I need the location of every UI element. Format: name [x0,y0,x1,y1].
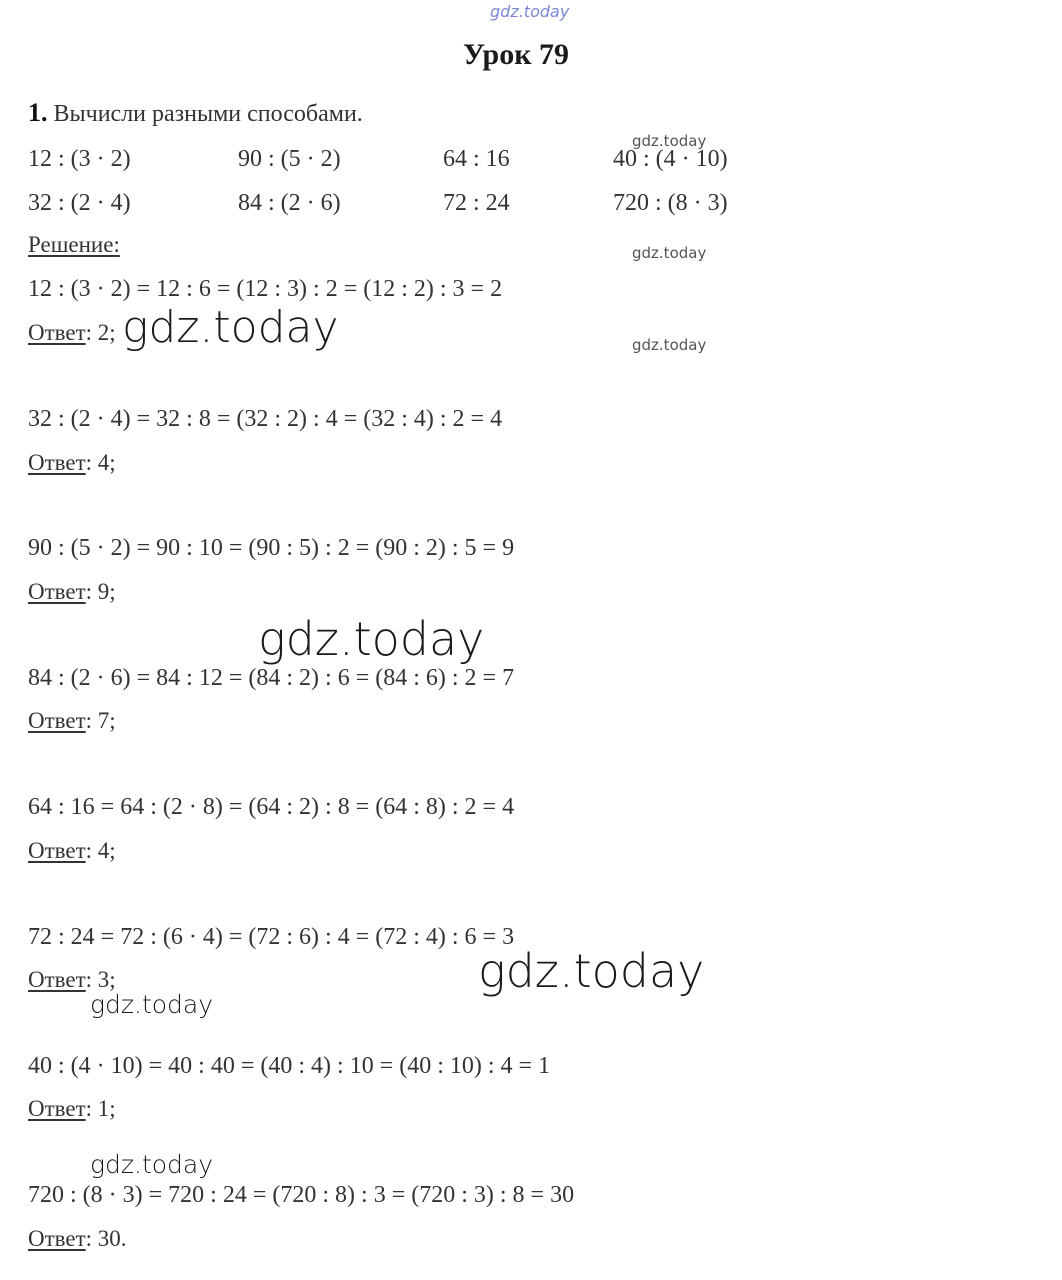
answer [28,320,116,346]
expression: 64 : 16 [443,146,510,172]
watermark: gdz.today [478,944,705,998]
answer-label: Ответ [28,450,86,475]
expression: 90 : (5 · 2) [238,146,341,172]
answer-label: Ответ [28,1226,86,1251]
task-text: Вычисли разными способами. [53,101,363,127]
answer-label: Ответ [28,320,86,345]
answer [28,838,116,864]
watermark-top: gdz.today [490,2,570,21]
answer-label: Ответ [28,838,86,863]
expression: 720 : (8 · 3) [613,190,728,216]
solution-line: 720 : (8 · 3) = 720 : 24 = (720 : 8) : 3 = (720 : 3) : 8 = 30 [28,1182,575,1208]
answer [28,579,116,605]
task-number: 1. [28,98,48,127]
solution-line: 32 : (2 · 4) = 32 : 8 = (32 : 2) : 4 = (32 : 4) : 2 = 4 [28,406,503,432]
solution-line: 84 : (2 · 6) = 84 : 12 = (84 : 2) : 6 = (84 : 6) : 2 = 7 [28,665,515,691]
solution-line: 40 : (4 · 10) = 40 : 40 = (40 : 4) : 10 = (40 : 10) : 4 = 1 [28,1053,551,1079]
expression: 12 : (3 · 2) [28,146,131,172]
answer-value: : 2; [85,320,116,345]
answer-value: : 4; [85,450,116,475]
watermark: gdz.today [122,302,339,353]
answer [28,708,116,734]
answer-value: : 30. [85,1226,127,1251]
solution-label: Решение: [28,232,120,257]
watermark: gdz.today [632,244,707,262]
expression: 40 : (4 · 10) [613,146,728,172]
page-title: Урок 79 [462,38,570,71]
answer-label: Ответ [28,1096,86,1121]
answer-label: Ответ [28,708,86,733]
expression: 32 : (2 · 4) [28,190,131,216]
watermark: gdz.today [632,336,707,354]
answer-value: : 7; [85,708,116,733]
solution-line: 90 : (5 · 2) = 90 : 10 = (90 : 5) : 2 = (90 : 2) : 5 = 9 [28,535,515,561]
solution-line: 12 : (3 · 2) = 12 : 6 = (12 : 3) : 2 = (12 : 2) : 3 = 2 [28,276,503,302]
answer-value: : 1; [85,1096,116,1121]
answer-value: : 3; [85,967,116,992]
task-heading [28,98,363,128]
answer-label: Ответ [28,967,86,992]
solution-line: 64 : 16 = 64 : (2 · 8) = (64 : 2) : 8 = (64 : 8) : 2 = 4 [28,794,515,820]
watermark: gdz.today [90,990,214,1019]
answer-label: Ответ [28,579,86,604]
answer-value: : 9; [85,579,116,604]
answer [28,450,116,476]
answer [28,1226,127,1252]
watermark: gdz.today [90,1150,214,1179]
expression: 72 : 24 [443,190,510,216]
expression: 84 : (2 · 6) [238,190,341,216]
watermark: gdz.today [258,612,485,666]
answer [28,1096,116,1122]
solution-line: 72 : 24 = 72 : (6 · 4) = (72 : 6) : 4 = (72 : 4) : 6 = 3 [28,924,515,950]
answer-value: : 4; [85,838,116,863]
watermark: gdz.today [632,132,707,150]
